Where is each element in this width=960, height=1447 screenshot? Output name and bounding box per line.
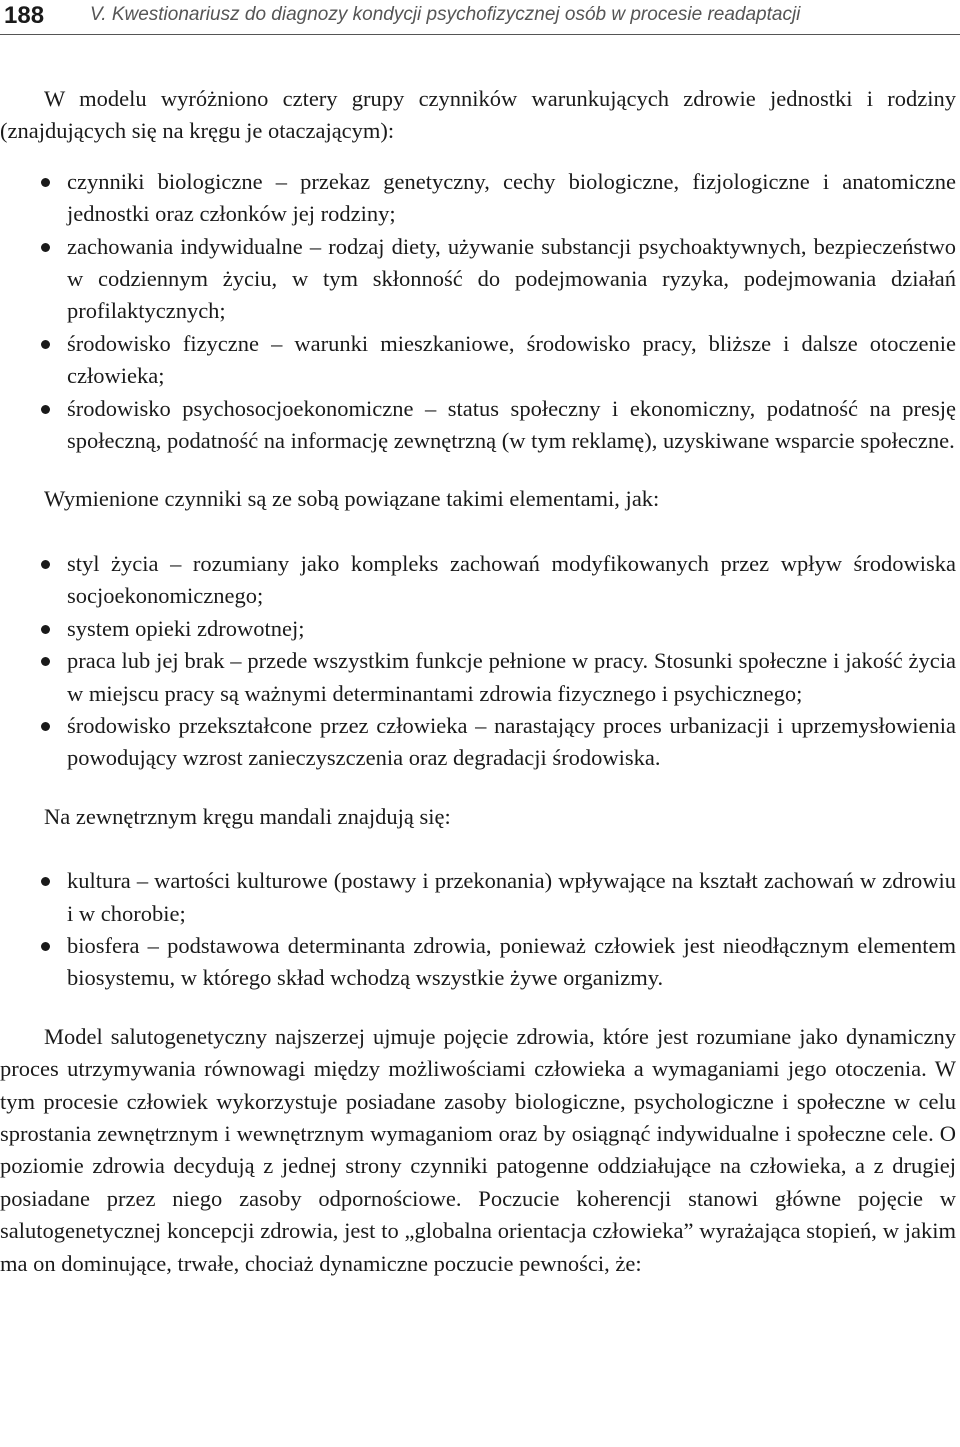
- bullet-icon: [41, 178, 50, 187]
- list-item: kultura – wartości kulturowe (postawy i przekonania) wpływające na kształt zachowań w zdrowiu i w chorobie;: [0, 865, 956, 930]
- list-item: system opieki zdrowotnej;: [0, 613, 956, 645]
- running-title: V. Kwestionariusz do diagnozy kondycji psychofizycznej osób w procesie readaptacji: [90, 4, 801, 25]
- page-number: 188: [4, 2, 45, 29]
- section1-intro: W modelu wyróżniono cztery grupy czynników warunkujących zdrowie jednostki i rodziny (znajdujących się na kręgu je otaczającym):: [0, 86, 956, 144]
- bullet-icon: [41, 657, 50, 666]
- section2-list: [0, 548, 956, 775]
- page-body: [0, 83, 956, 1280]
- section2-intro: Wymienione czynniki są ze sobą powiązane takimi elementami, jak:: [44, 486, 660, 512]
- bullet-icon: [41, 877, 50, 886]
- section3-list: [0, 865, 956, 995]
- list-item: środowisko fizyczne – warunki mieszkaniowe, środowisko pracy, bliższe i dalsze otoczenie człowieka;: [0, 328, 956, 393]
- bullet-icon: [41, 340, 50, 349]
- bullet-icon: [41, 405, 50, 414]
- section1-list: [0, 166, 956, 458]
- list-item: środowisko psychosocjoekonomiczne – status społeczny i ekonomiczny, podatność na presję społeczną, podatność na informację zewnętrzną (w tym reklamę), uzyskiwane wsparcie społeczne.: [0, 393, 956, 458]
- list-item: praca lub jej brak – przede wszystkim funkcje pełnione w pracy. Stosunki społeczne i jakość życia w miejscu pracy są ważnymi determinantami zdrowia fizycznego i psychicznego;: [0, 645, 956, 710]
- list-item: styl życia – rozumiany jako kompleks zachowań modyfikowanych przez wpływ środowiska socjoekonomicznego;: [0, 548, 956, 613]
- bullet-icon: [41, 722, 50, 731]
- closing-paragraph: Model salutogenetyczny najszerzej ujmuje pojęcie zdrowia, które jest rozumiane jako dynamiczny proces utrzymywania równowagi między możliwościami człowieka a wymaganiami jego otoczenia. W tym procesie człowiek wykorzystuje posiadane zasoby biologiczne, psychologiczne i społeczne w celu sprostania zewnętrznym i wewnętrznym wymaganiom oraz by osiągnąć indywidualne i społeczne cele. O poziomie zdrowia decydują z jednej strony czynniki patogenne oddziałujące na człowieka, a z drugiej posiadane przez niego zasoby odpornościowe. Poczucie koherencji stanowi główne pojęcie w salutogenetycznej koncepcji zdrowia, jest to „globalna orientacja człowieka” wyrażająca stopień, w jakim ma on dominujące, trwałe, chociaż dynamiczne poczucie pewności, że:: [0, 1023, 956, 1276]
- header-rule: [0, 34, 960, 35]
- list-item: środowisko przekształcone przez człowieka – narastający proces urbanizacji i uprzemysłowienia powodujący wzrost zanieczyszczenia oraz degradacji środowiska.: [0, 710, 956, 775]
- bullet-icon: [41, 243, 50, 252]
- page-header: [0, 0, 960, 36]
- list-item: czynniki biologiczne – przekaz genetyczny, cechy biologiczne, fizjologiczne i anatomiczne jednostki oraz członków jej rodziny;: [0, 166, 956, 231]
- list-item: biosfera – podstawowa determinanta zdrowia, ponieważ człowiek jest nieodłącznym elementem biosystemu, w którego skład wchodzą wszystkie żywe organizmy.: [0, 930, 956, 995]
- list-item: zachowania indywidualne – rodzaj diety, używanie substancji psychoaktywnych, bezpieczeństwo w codziennym życiu, w tym skłonność do podejmowania ryzyka, podejmowania działań profilaktycznych;: [0, 231, 956, 328]
- bullet-icon: [41, 942, 50, 951]
- section3-intro: Na zewnętrznym kręgu mandali znajdują się:: [44, 803, 451, 829]
- bullet-icon: [41, 560, 50, 569]
- bullet-icon: [41, 625, 50, 634]
